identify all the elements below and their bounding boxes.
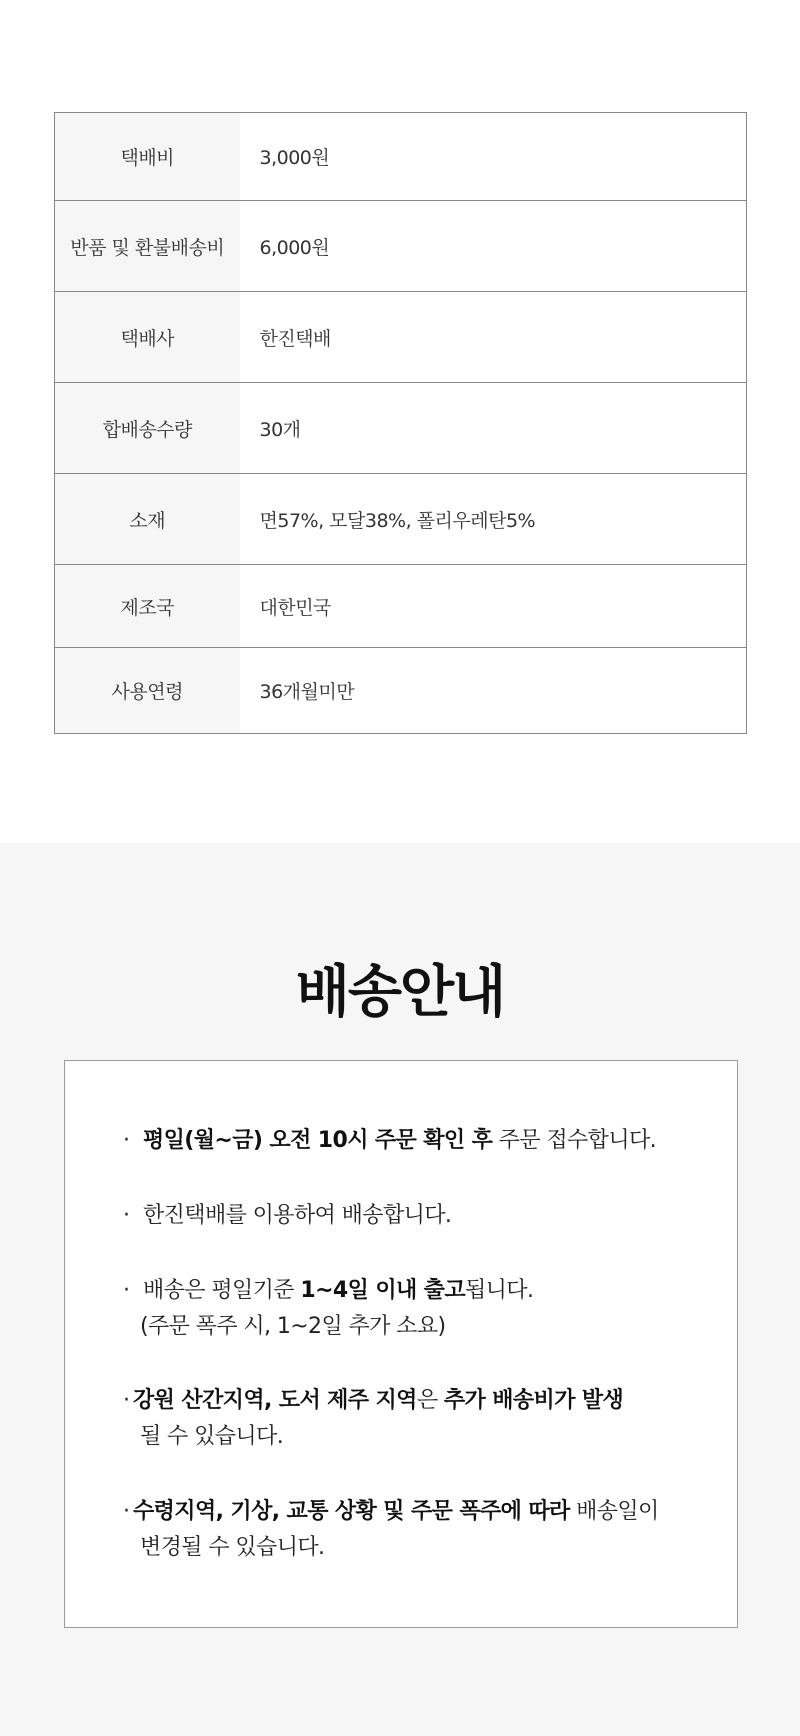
row-value: 3,000원 [259, 147, 330, 169]
shipping-title: 배송안내 [295, 960, 505, 1025]
notice-subline: (주문 폭주 시, 1~2일 추가 소요) [140, 1314, 446, 1339]
bullet-dot: · [123, 1278, 130, 1303]
table-row [55, 565, 747, 648]
notice-text: 은 [416, 1388, 444, 1413]
spec-table [54, 112, 747, 734]
product-info-section [0, 0, 800, 843]
notice-text: 배송은 평일기준 [143, 1278, 301, 1303]
row-label: 제조국 [55, 565, 240, 648]
notice-text: 주문 접수합니다. [492, 1128, 657, 1153]
row-value: 면57%, 모달38%, 폴리우레탄5% [240, 474, 747, 565]
table-row [55, 383, 747, 474]
table-row [55, 113, 747, 201]
notice-subline: 될 수 있습니다. [140, 1424, 284, 1449]
notice-bold: 1~4일 이내 출고 [300, 1278, 465, 1303]
notice-text: 됩니다. [465, 1278, 534, 1303]
row-value: 6,000원 [240, 201, 747, 292]
notice-bold: 수령지역, 기상, 교통 상황 및 주문 폭주에 따라 [133, 1499, 570, 1524]
row-label: 합배송수량 [55, 383, 240, 474]
row-label: 사용연령 [55, 648, 240, 734]
notice-text: 배송일이 [569, 1499, 659, 1524]
row-label: 반품 및 환불배송비 [55, 201, 240, 292]
row-value: 36개월미만 [240, 648, 747, 734]
bullet-dot: · [123, 1499, 130, 1524]
bullet-dot: · [123, 1203, 130, 1228]
notice-bold: 평일(월~금) 오전 10시 주문 확인 후 [143, 1128, 493, 1153]
notice-item-courier [123, 1198, 451, 1234]
notice-item-hours [123, 1123, 656, 1159]
notice-bold: 강원 산간지역, 도서 제주 지역 [133, 1388, 417, 1413]
shipping-notice-box [64, 1060, 738, 1628]
row-label: 택배사 [55, 292, 240, 383]
notice-bold: 추가 배송비가 발생 [443, 1388, 624, 1413]
table-row [55, 292, 747, 383]
notice-text: 한진택배를 이용하여 배송합니다. [143, 1203, 452, 1228]
bullet-dot: · [123, 1128, 130, 1153]
row-label: 택배비 [55, 113, 240, 201]
notice-subline: 변경될 수 있습니다. [140, 1535, 325, 1560]
table-row [55, 474, 747, 565]
notice-item-dispatch [123, 1273, 533, 1345]
row-label: 소재 [55, 474, 240, 565]
notice-item-remote-area [123, 1383, 623, 1455]
table-row [55, 648, 747, 734]
row-value: 대한민국 [240, 565, 747, 648]
row-value: 한진택배 [240, 292, 747, 383]
table-row [55, 201, 747, 292]
shipping-info-section [0, 843, 800, 1736]
notice-item-delay [123, 1494, 659, 1566]
row-value: 30개 [240, 383, 747, 474]
bullet-dot: · [123, 1388, 130, 1413]
